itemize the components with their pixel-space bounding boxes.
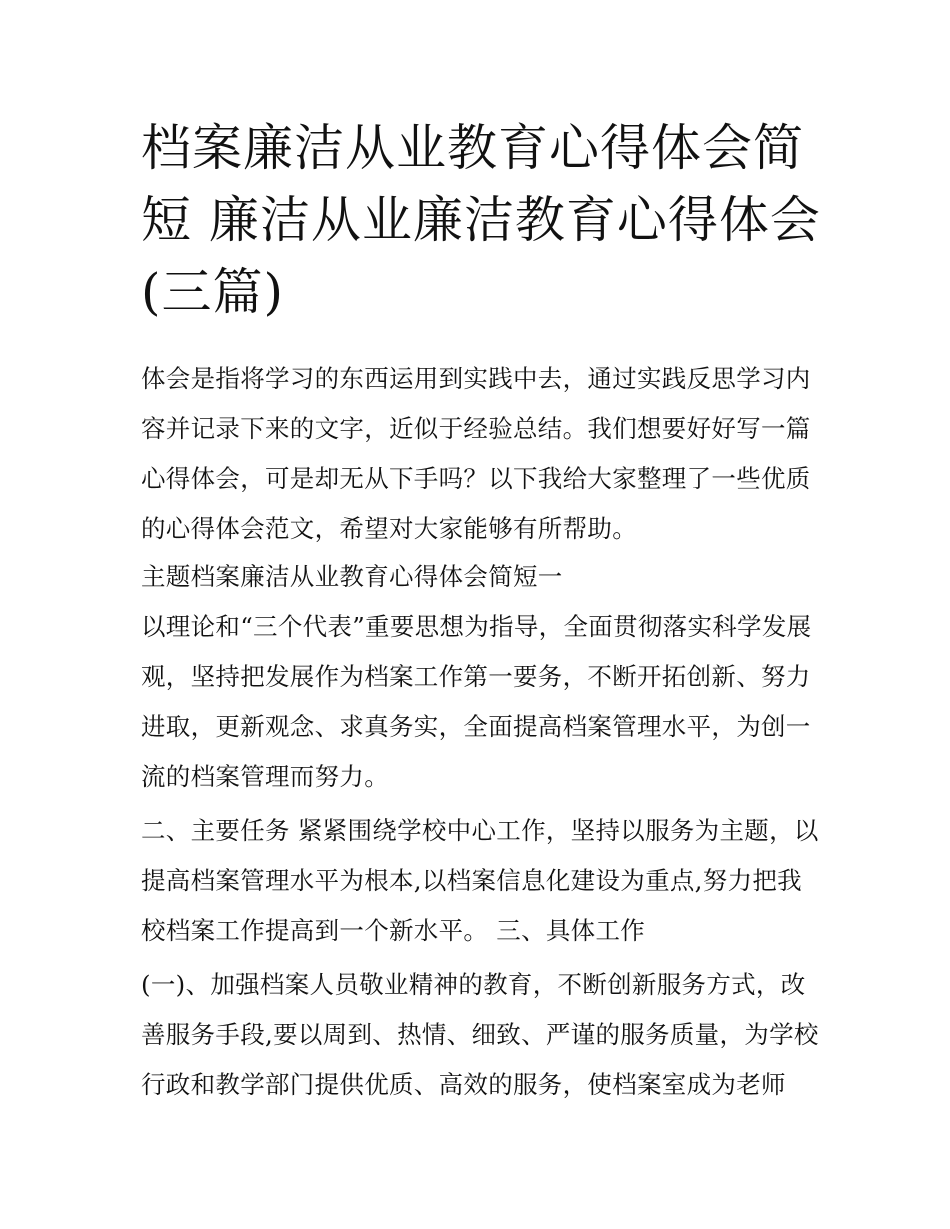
paragraph-specific-work: (一)、加强档案人员敬业精神的教育，不断创新服务方式，改善服务手段,要以周到、热情、细致、严谨的服务质量，为学校行政和教学部门提供优质、高效的服务，使档案室成为老师 bbox=[141, 970, 819, 1099]
document-body bbox=[141, 354, 821, 1110]
paragraph-main-tasks: 二、主要任务 紧紧围绕学校中心工作，坚持以服务为主题，以提高档案管理水平为根本,以档案信息化建设为重点,努力把我校档案工作提高到一个新水平。 三、具体工作 bbox=[141, 816, 819, 945]
document-title: 档案廉洁从业教育心得体会简短 廉洁从业廉洁教育心得体会(三篇) bbox=[141, 119, 821, 321]
paragraph-guiding-thought: 以理论和“三个代表”重要思想为指导，全面贯彻落实科学发展观，坚持把发展作为档案工作第一要务，不断开拓创新、努力进取，更新观念、求真务实，全面提高档案管理水平，为创一流的档案管理而努力。 bbox=[141, 612, 812, 791]
intro-paragraph: 体会是指将学习的东西运用到实践中去，通过实践反思学习内容并记录下来的文字，近似于经验总结。我们想要好好写一篇心得体会，可是却无从下手吗？以下我给大家整理了一些优质的心得体会范文，希望对大家能够有所帮助。 bbox=[141, 364, 811, 543]
section-heading: 主题档案廉洁从业教育心得体会简短一 bbox=[141, 562, 563, 591]
